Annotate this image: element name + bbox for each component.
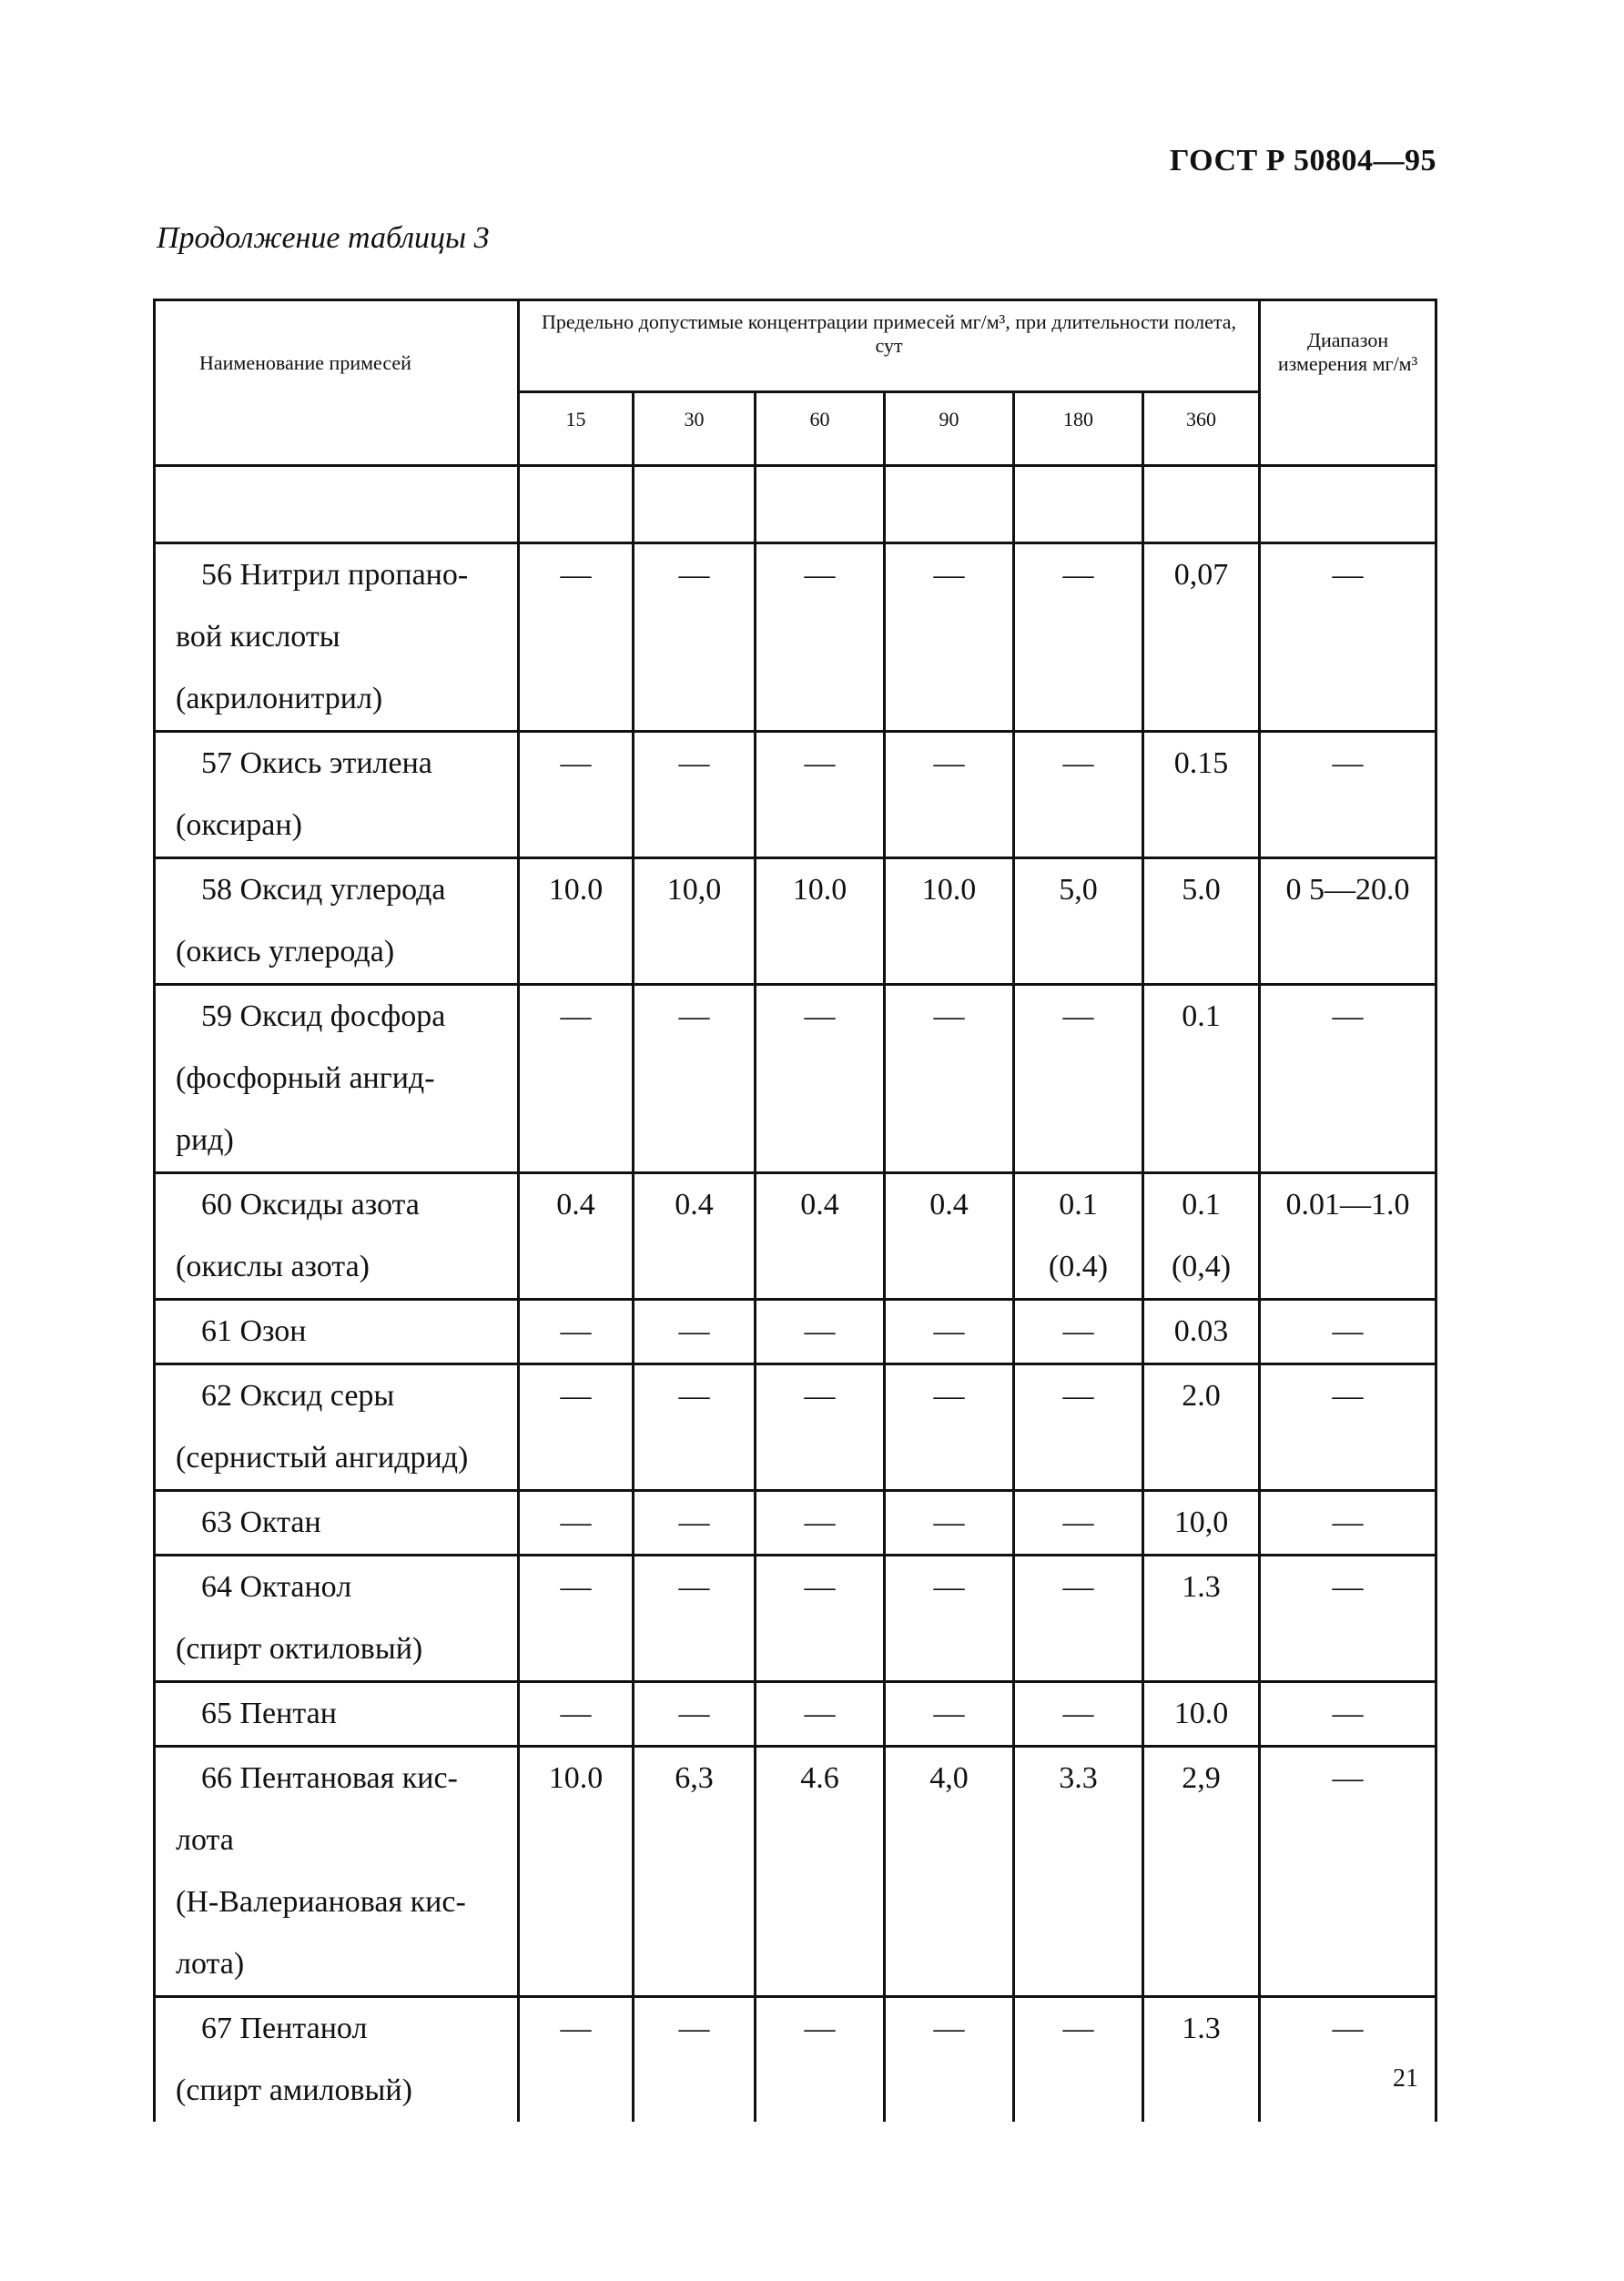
concentration-cell	[885, 1491, 1014, 1556]
concentration-cell	[1143, 732, 1260, 858]
table-row	[155, 1300, 1436, 1364]
concentration-cell	[885, 1556, 1014, 1682]
concentration-cell	[519, 543, 634, 732]
impurity-name-line: 67 Пентанол	[201, 2012, 368, 2045]
measurement-range-value: —	[1332, 746, 1364, 780]
concentration-value: —	[933, 1314, 965, 1348]
measurement-range-value: —	[1332, 558, 1364, 592]
concentration-value: —	[678, 1314, 710, 1348]
impurity-name-line: (окись углерода)	[176, 935, 395, 968]
concentration-value: 0.03	[1173, 1314, 1229, 1348]
concentration-cell	[519, 1556, 634, 1682]
concentration-cell	[519, 1747, 634, 1997]
impurity-name-line: 58 Оксид углерода	[201, 873, 446, 907]
measurement-range-cell	[1260, 985, 1436, 1173]
concentration-value: —	[933, 1379, 965, 1413]
impurity-name-line: 56 Нитрил пропано-	[201, 558, 469, 592]
concentration-cell	[756, 732, 885, 858]
concentration-value: —	[678, 1570, 710, 1604]
concentration-cell	[1014, 1364, 1143, 1491]
duration-header: 15	[519, 392, 634, 466]
table-row	[155, 1173, 1436, 1300]
concentration-cell	[634, 1556, 756, 1682]
concentration-cell	[519, 1364, 634, 1491]
concentration-cell	[885, 858, 1014, 985]
concentration-value: —	[1062, 2012, 1094, 2045]
column-header-range: Диапазон измерения мг/м³	[1260, 300, 1436, 466]
measurement-range-value: 0 5—20.0	[1285, 873, 1410, 907]
concentration-value: —	[678, 746, 710, 780]
concentration-cell	[519, 1300, 634, 1364]
measurement-range-cell	[1260, 1556, 1436, 1682]
concentration-cell	[885, 985, 1014, 1173]
measurement-range-value: —	[1332, 999, 1364, 1033]
concentration-value: —	[1062, 1505, 1094, 1539]
concentration-value: —	[804, 746, 836, 780]
concentration-cell	[634, 1173, 756, 1300]
concentration-value: 5,0	[1059, 873, 1098, 907]
concentration-cell	[634, 858, 756, 985]
concentration-cell	[756, 1682, 885, 1747]
concentration-cell	[1014, 1997, 1143, 2123]
concentration-value: 1.3	[1182, 1570, 1221, 1604]
concentration-value: —	[804, 1314, 836, 1348]
table-row	[155, 1682, 1436, 1747]
concentration-value: —	[560, 1379, 592, 1413]
concentration-value: —	[1062, 1570, 1094, 1604]
impurity-name-line: 62 Оксид серы	[201, 1379, 395, 1413]
concentration-value: —	[804, 999, 836, 1033]
column-header-concentrations: Предельно допустимые концентрации примесей мг/м³, при длительности полета, сут	[519, 300, 1260, 392]
concentration-value: —	[804, 1505, 836, 1539]
impurity-name-line: 63 Октан	[201, 1505, 321, 1539]
concentration-value: 0.1	[1182, 1188, 1221, 1222]
impurity-name-cell	[155, 858, 519, 985]
concentration-value: —	[933, 999, 965, 1033]
concentration-cell	[1143, 543, 1260, 732]
concentration-value: —	[560, 1697, 592, 1730]
concentration-value: —	[678, 999, 710, 1033]
impurity-name-cell	[155, 732, 519, 858]
concentration-cell	[1143, 1997, 1260, 2123]
impurity-name-cell	[155, 1173, 519, 1300]
concentration-value: —	[804, 558, 836, 592]
impurity-name-line: 57 Окись этилена	[201, 746, 432, 780]
duration-header: 360	[1143, 392, 1260, 466]
concentration-cell	[1143, 1173, 1260, 1300]
impurity-name-line: лота)	[176, 1947, 245, 1981]
concentration-value: —	[804, 1570, 836, 1604]
column-header-name: Наименование примесей	[155, 300, 519, 466]
table-row	[155, 1997, 1436, 2123]
impurity-name-line: лота	[176, 1823, 234, 1857]
table-spacer-row	[155, 466, 1436, 543]
measurement-range-cell	[1260, 1747, 1436, 1997]
table-row	[155, 1747, 1436, 1997]
concentration-cell	[756, 985, 885, 1173]
impurity-name-line: вой кислоты	[176, 620, 340, 654]
concentration-cell	[756, 1300, 885, 1364]
concentration-value: 0.1	[1182, 999, 1221, 1033]
concentration-cell	[519, 732, 634, 858]
impurity-name-line: (окислы азота)	[176, 1250, 370, 1283]
concentration-cell	[885, 1300, 1014, 1364]
concentration-cell	[519, 1997, 634, 2123]
concentration-cell	[885, 732, 1014, 858]
impurity-name-cell	[155, 1491, 519, 1556]
concentration-cell	[1143, 1491, 1260, 1556]
concentration-cell	[1143, 1556, 1260, 1682]
measurement-range-value: —	[1332, 1505, 1364, 1539]
measurement-range-value: —	[1332, 1697, 1364, 1730]
concentration-table	[153, 299, 1437, 2122]
measurement-range-cell	[1260, 1682, 1436, 1747]
concentration-cell	[634, 985, 756, 1173]
table-row	[155, 1491, 1436, 1556]
concentration-value: —	[804, 1379, 836, 1413]
concentration-cell	[634, 1682, 756, 1747]
impurity-name-line: (акрилонитрил)	[176, 682, 383, 715]
concentration-value: (0,4)	[1171, 1250, 1232, 1283]
concentration-value: —	[560, 1314, 592, 1348]
table-row	[155, 1556, 1436, 1682]
concentration-value: —	[560, 746, 592, 780]
concentration-cell	[1143, 985, 1260, 1173]
table-row	[155, 543, 1436, 732]
concentration-value: —	[560, 2012, 592, 2045]
concentration-cell	[885, 1747, 1014, 1997]
concentration-value: 10,0	[1173, 1505, 1229, 1539]
concentration-value: 2,9	[1182, 1761, 1221, 1795]
concentration-value: 2.0	[1182, 1379, 1221, 1413]
measurement-range-value: —	[1332, 1761, 1364, 1795]
table-row	[155, 1364, 1436, 1491]
concentration-value: 1.3	[1182, 2012, 1221, 2045]
concentration-cell	[756, 1173, 885, 1300]
concentration-cell	[519, 1173, 634, 1300]
concentration-value: 0.4	[556, 1188, 595, 1222]
impurity-name-line: (оксиран)	[176, 808, 302, 842]
concentration-value: —	[933, 2012, 965, 2045]
concentration-value: 4,0	[929, 1761, 969, 1795]
concentration-value: 10.0	[1173, 1697, 1229, 1730]
impurity-name-cell	[155, 543, 519, 732]
concentration-value: —	[1062, 1314, 1094, 1348]
concentration-cell	[1014, 1682, 1143, 1747]
measurement-range-cell	[1260, 732, 1436, 858]
impurity-name-line: 64 Октанол	[201, 1570, 352, 1604]
concentration-cell	[885, 1173, 1014, 1300]
concentration-value: 0,07	[1173, 558, 1229, 592]
concentration-cell	[1014, 1747, 1143, 1997]
concentration-value: 5.0	[1182, 873, 1221, 907]
concentration-cell	[756, 858, 885, 985]
concentration-cell	[1143, 1364, 1260, 1491]
concentration-cell	[634, 1364, 756, 1491]
concentration-cell	[756, 1491, 885, 1556]
table-header-row	[155, 300, 1436, 392]
impurity-name-cell	[155, 1364, 519, 1491]
concentration-cell	[634, 543, 756, 732]
measurement-range-value: —	[1332, 2012, 1364, 2045]
concentration-value: —	[933, 1697, 965, 1730]
concentration-value: —	[1062, 999, 1094, 1033]
impurity-name-line: 65 Пентан	[201, 1697, 337, 1730]
concentration-cell	[1143, 1682, 1260, 1747]
concentration-cell	[1143, 1300, 1260, 1364]
concentration-value: —	[1062, 746, 1094, 780]
table-row	[155, 732, 1436, 858]
concentration-cell	[756, 1364, 885, 1491]
concentration-value: —	[560, 1505, 592, 1539]
concentration-cell	[1014, 1173, 1143, 1300]
impurity-name-line: (спирт амиловый)	[176, 2073, 412, 2107]
impurity-name-line: 59 Оксид фосфора	[201, 999, 446, 1033]
concentration-cell	[519, 858, 634, 985]
measurement-range-value: 0.01—1.0	[1285, 1188, 1410, 1222]
concentration-cell	[634, 1997, 756, 2123]
concentration-value: (0.4)	[1048, 1250, 1109, 1283]
impurity-name-line: (сернистый ангидрид)	[176, 1441, 469, 1475]
concentration-cell	[1014, 985, 1143, 1173]
concentration-cell	[756, 1556, 885, 1682]
concentration-cell	[1014, 1491, 1143, 1556]
concentration-value: 10,0	[666, 873, 722, 907]
duration-header: 60	[756, 392, 885, 466]
concentration-value: —	[678, 1697, 710, 1730]
measurement-range-value: —	[1332, 1379, 1364, 1413]
concentration-cell	[1143, 858, 1260, 985]
duration-header: 180	[1014, 392, 1143, 466]
concentration-value: 3.3	[1059, 1761, 1098, 1795]
concentration-value: —	[804, 2012, 836, 2045]
concentration-value: 10.0	[548, 1761, 604, 1795]
measurement-range-cell	[1260, 858, 1436, 985]
concentration-value: —	[678, 1505, 710, 1539]
concentration-cell	[634, 1491, 756, 1556]
impurity-name-cell	[155, 1556, 519, 1682]
measurement-range-cell	[1260, 1364, 1436, 1491]
impurity-name-line: (фосфорный ангид-	[176, 1061, 435, 1095]
measurement-range-cell	[1260, 543, 1436, 732]
measurement-range-value: —	[1332, 1570, 1364, 1604]
concentration-value: —	[678, 1379, 710, 1413]
concentration-cell	[519, 1682, 634, 1747]
concentration-cell	[756, 543, 885, 732]
impurity-name-line: (Н-Валериановая кис-	[176, 1885, 466, 1919]
concentration-cell	[885, 543, 1014, 732]
concentration-value: —	[678, 2012, 710, 2045]
concentration-cell	[885, 1997, 1014, 2123]
concentration-value: —	[804, 1697, 836, 1730]
concentration-cell	[519, 985, 634, 1173]
impurity-name-line: 60 Оксиды азота	[201, 1188, 420, 1222]
concentration-cell	[1014, 858, 1143, 985]
concentration-value: 0.1	[1059, 1188, 1098, 1222]
concentration-cell	[1014, 543, 1143, 732]
concentration-value: 6,3	[675, 1761, 714, 1795]
concentration-value: 0.4	[929, 1188, 969, 1222]
concentration-cell	[756, 1747, 885, 1997]
concentration-cell	[634, 732, 756, 858]
concentration-value: 10.0	[921, 873, 977, 907]
table-continuation-caption: Продолжение таблицы 3	[157, 221, 490, 255]
concentration-value: —	[933, 1570, 965, 1604]
concentration-value: —	[1062, 1379, 1094, 1413]
impurity-name-cell	[155, 1997, 519, 2123]
concentration-value: 10.0	[792, 873, 848, 907]
impurity-name-cell	[155, 1300, 519, 1364]
concentration-value: 0.4	[675, 1188, 714, 1222]
impurity-name-cell	[155, 985, 519, 1173]
concentration-value: —	[1062, 1697, 1094, 1730]
concentration-cell	[756, 1997, 885, 2123]
measurement-range-cell	[1260, 1491, 1436, 1556]
concentration-cell	[519, 1491, 634, 1556]
concentration-cell	[1014, 1556, 1143, 1682]
impurity-name-line: (спирт октиловый)	[176, 1632, 423, 1666]
impurity-name-line: 66 Пентановая кис-	[201, 1761, 458, 1795]
duration-header: 30	[634, 392, 756, 466]
concentration-cell	[634, 1300, 756, 1364]
table-row	[155, 858, 1436, 985]
page-number: 21	[1393, 2064, 1418, 2093]
concentration-value: —	[560, 1570, 592, 1604]
concentration-cell	[1143, 1747, 1260, 1997]
concentration-value: —	[933, 746, 965, 780]
measurement-range-cell	[1260, 1997, 1436, 2123]
concentration-cell	[1014, 1300, 1143, 1364]
duration-header: 90	[885, 392, 1014, 466]
concentration-value: —	[933, 558, 965, 592]
concentration-value: 0.15	[1173, 746, 1229, 780]
impurity-name-cell	[155, 1682, 519, 1747]
concentration-value: —	[560, 999, 592, 1033]
table-row	[155, 985, 1436, 1173]
concentration-cell	[1014, 732, 1143, 858]
concentration-cell	[634, 1747, 756, 1997]
concentration-value: —	[933, 1505, 965, 1539]
measurement-range-cell	[1260, 1173, 1436, 1300]
impurity-name-line: 61 Озон	[201, 1314, 307, 1348]
concentration-cell	[885, 1682, 1014, 1747]
impurity-name-line: рид)	[176, 1123, 234, 1157]
measurement-range-cell	[1260, 1300, 1436, 1364]
concentration-value: —	[678, 558, 710, 592]
impurity-name-cell	[155, 1747, 519, 1997]
concentration-value: 10.0	[548, 873, 604, 907]
concentration-value: 0.4	[800, 1188, 839, 1222]
standard-code: ГОСТ Р 50804—95	[1169, 144, 1436, 177]
concentration-cell	[885, 1364, 1014, 1491]
concentration-value: 4.6	[800, 1761, 839, 1795]
measurement-range-value: —	[1332, 1314, 1364, 1348]
concentration-value: —	[1062, 558, 1094, 592]
concentration-value: —	[560, 558, 592, 592]
